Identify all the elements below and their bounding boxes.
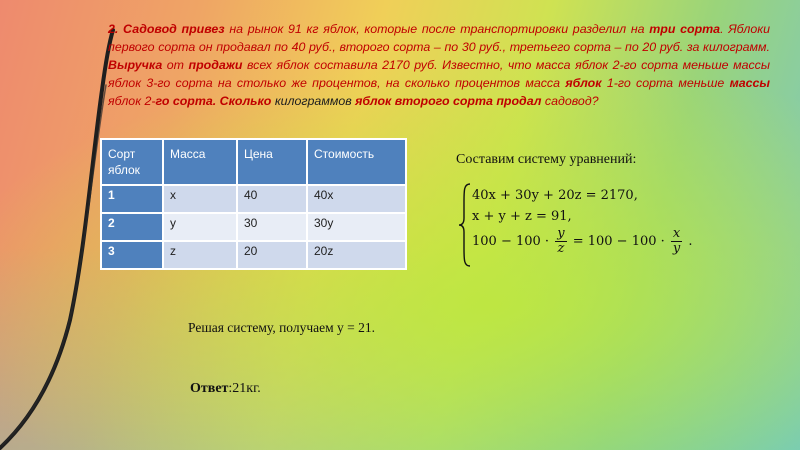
equation-2: x + y + z = 91, [472,209,572,224]
problem-seg: садовод? [544,94,599,108]
equation-3 [472,227,693,256]
table-cell: 40x [307,185,406,213]
problem-seg: го сорта. Сколько [155,94,275,108]
problem-text [108,20,770,110]
fraction-denominator: y [672,241,681,256]
table-header-cell: Цена [237,139,307,185]
problem-seg: яблок [565,76,607,90]
problem-seg: три сорта [649,22,721,36]
equation-3-mid: = 100 − 100 · [572,234,665,249]
problem-seg: яблок [355,94,395,108]
table-cell: 30y [307,213,406,241]
problem-seg: второго сорта продал [394,94,545,108]
fraction-x-over-y [671,227,682,256]
problem-seg: продажи [188,58,247,72]
equation-1: 40x + 30y + 20z = 2170, [472,188,638,203]
problem-seg: Выручка [108,58,167,72]
answer [190,381,261,397]
problem-seg: от [166,58,189,72]
apples-table [100,138,407,270]
table-cell: 1 [101,185,163,213]
fraction-numerator: y [557,226,565,241]
table-cell: z [163,241,237,269]
problem-seg: килограммов [274,94,356,108]
fraction-denominator: z [557,241,565,256]
problem-seg: яблок 2- [108,94,156,108]
problem-seg: 1-го сорта меньше [606,76,730,90]
equation-3-left: 100 − 100 · [472,234,550,249]
table-row [101,213,406,241]
table-cell: 30 [237,213,307,241]
table-cell: 2 [101,213,163,241]
problem-seg: процентов масса [455,76,566,90]
system-brace-icon [458,182,472,268]
system-title: Составим систему уравнений: [456,152,637,167]
problem-seg: на [217,76,237,90]
table-header-cell: Стоимость [307,139,406,185]
problem-seg: на рынок 91 кг яблок, которые после транспортировки разделил на [229,22,650,36]
table-cell: 40 [237,185,307,213]
table-cell: y [163,213,237,241]
table-cell: 20 [237,241,307,269]
table-cell: 20z [307,241,406,269]
problem-seg: на сколько [385,76,456,90]
problem-seg: за килограмм. [686,40,770,54]
answer-label: Ответ [190,381,229,396]
table-header-cell: Масса [163,139,237,185]
problem-seg: 2. Садовод привез [108,22,230,36]
equation-3-end: . [688,234,693,249]
problem-seg: массы [729,76,770,90]
problem-seg: всех яблок составила 2170 руб. Известно, что масса яблок 2-го сорта меньше массы яблок 3-го сорта [108,58,770,90]
answer-value: :21кг. [228,381,261,396]
problem-seg: столько же процентов, [236,76,386,90]
fraction-numerator: x [671,227,682,242]
fraction-y-over-z [555,227,566,256]
solution-text: Решая систему, получаем y = 21. [188,320,376,335]
table-header-row [101,139,406,185]
table-row [101,241,406,269]
table-header-cell: Сорт яблок [101,139,163,185]
table-row [101,185,406,213]
problem-seg: . Яблоки первого сорта он продавал по 40 руб., второго сорта – по 30 руб., третьего сорта – по 20 руб. [108,22,770,54]
table-cell: 3 [101,241,163,269]
table-cell: x [163,185,237,213]
